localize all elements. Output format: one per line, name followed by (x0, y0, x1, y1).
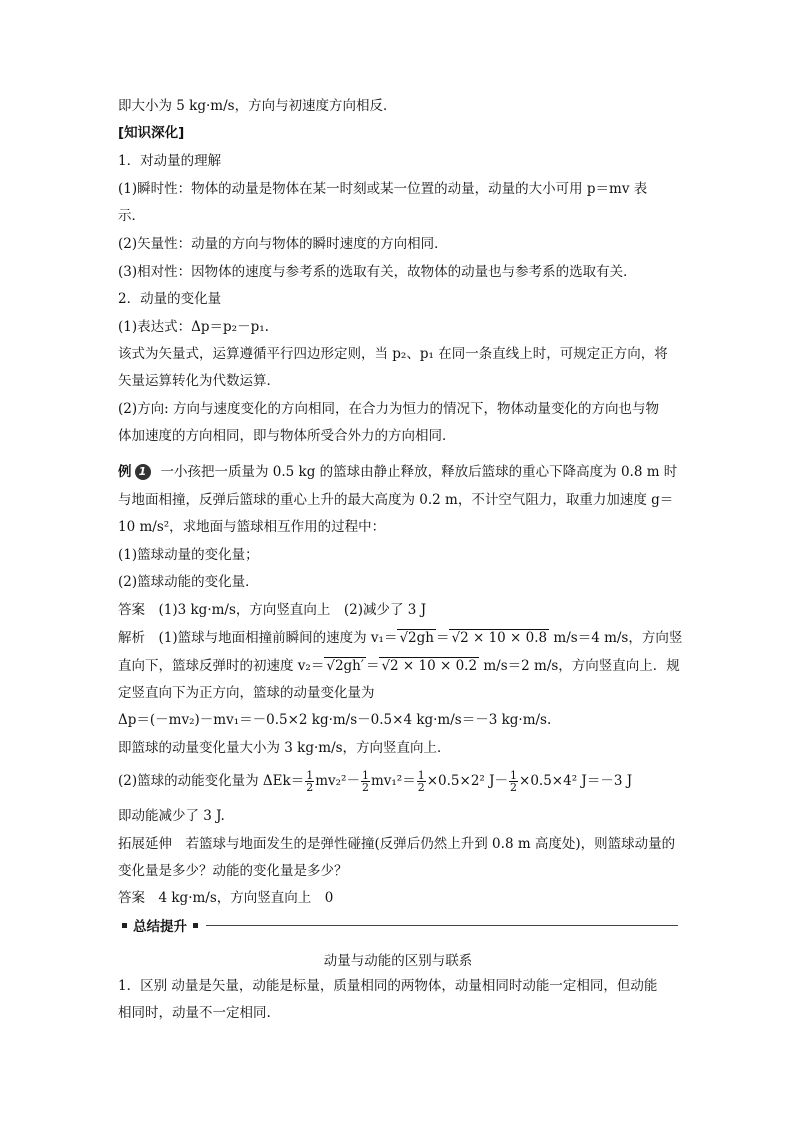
subheading: 2．动量的变化量 (118, 291, 222, 307)
sqrt-expression: √2gh (399, 630, 434, 646)
solution-text: m/s＝2 m/s，方向竖直向上．规 (479, 658, 680, 674)
formula-line: (1)表达式：Δp＝p₂－p₁. (118, 319, 269, 335)
fraction: $\frac{1}{2}$ (306, 769, 314, 794)
example-line (118, 463, 677, 481)
example-badge (118, 463, 151, 481)
text-line: (2)矢量性：动量的方向与物体的瞬时速度的方向相同． (118, 236, 448, 252)
fraction: $\frac{1}{2}$ (361, 769, 369, 794)
text-line: 体加速度的方向相同，即与物体所受合外力的方向相同． (118, 428, 456, 444)
solution-line: 定竖直向下为正方向，篮球的动量变化量为 (118, 685, 375, 701)
fraction: $\frac{1}{2}$ (417, 769, 425, 794)
solution-line: 即动能减少了 3 J. (118, 808, 225, 824)
solution-line: 即篮球的动量变化量大小为 3 kg·m/s，方向竖直向上． (118, 740, 451, 756)
answer-line: 答案 (1)3 kg·m/s，方向竖直向上 (2)减少了 3 J (118, 602, 427, 618)
example-line: 与地面相撞，反弹后篮球的重心上升的最大高度为 0.2 m，不计空气阻力，取重力加速度 g＝ (118, 492, 674, 508)
sqrt-expression: √2gh′ (326, 658, 364, 674)
text-line: 1．区别 动量是矢量，动能是标量，质量相同的两物体，动量相同时动能一定相同，但动能 (118, 978, 658, 994)
example-text: 一小孩把一质量为 0.5 kg 的篮球由静止释放，释放后篮球的重心下降高度为 0.8 m 时 (160, 464, 678, 480)
example-number-icon: 1 (135, 464, 151, 480)
text-line: 相同时，动量不一定相同. (118, 1005, 271, 1021)
extension-line: 拓展延伸 若篮球与地面发生的是弹性碰撞(反弹后仍然上升到 0.8 m 高度处)，则篮球动量的 (118, 836, 676, 852)
divider (206, 925, 678, 926)
square-bullet-icon (122, 923, 127, 928)
solution-text: 直向下，篮球反弹时的初速度 v₂＝ (118, 658, 325, 674)
question-2: (2)篮球动能的变化量． (118, 574, 259, 590)
equals: ＝ (365, 658, 380, 674)
fraction: $\frac{1}{2}$ (510, 769, 518, 794)
summary-title: 动量与动能的区别与联系 (323, 953, 473, 969)
sqrt-expression: √2 × 10 × 0.2 (381, 658, 478, 674)
equals: ＝ (435, 630, 450, 646)
text-line: (3)相对性：因物体的速度与参考系的选取有关，故物体的动量也与参考系的选取有关． (118, 264, 637, 280)
solution-text: m/s＝4 m/s，方向竖 (549, 630, 683, 646)
subheading: 1．对动量的理解 (118, 153, 222, 169)
question-1: (1)篮球动量的变化量； (118, 547, 259, 563)
solution-text: (2)篮球的动能变化量为 ΔEk＝ (118, 773, 305, 789)
summary-label: 总结提升 (133, 919, 187, 935)
sqrt-expression: √2 × 10 × 0.8 (451, 630, 548, 646)
text-line: 该式为矢量式，运算遵循平行四边形定则，当 p₂、p₁ 在同一条直线上时，可规定正方向，将 (118, 346, 668, 362)
formula-line: Δp＝(－mv₂)－mv₁＝－0.5×2 kg·m/s－0.5×4 kg·m/s＝－3 kg·m/s. (118, 712, 552, 728)
solution-line (118, 657, 680, 675)
section-heading: [知识深化] (118, 125, 185, 141)
answer-line: 答案 4 kg·m/s，方向竖直向上 0 (118, 890, 334, 906)
solution-text: 解析 (1)篮球与地面相撞前瞬间的速度为 v₁＝ (118, 630, 398, 646)
formula-line: (2)篮球的动能变化量为 ΔEk＝ $\frac{1}{2}$ mv₂²－ $\frac{1}{2}$ mv₁²＝ $\frac{1}{2}$ ×0.5×2² J－ $\frac{1}{2}$ ×0.5×4² J＝－3 J (118, 769, 633, 794)
text-line: (1)瞬时性：物体的动量是物体在某一时刻或某一位置的动量，动量的大小可用 p＝mv 表 (118, 181, 648, 197)
text-line: (2)方向: 方向与速度变化的方向相同，在合力为恒力的情况下，物体动量变化的方向也与物 (118, 401, 659, 417)
summary-header (118, 916, 678, 934)
text-line: 示． (118, 208, 145, 224)
text-line: 矢量运算转化为代数运算． (118, 373, 280, 389)
square-bullet-icon (193, 923, 198, 928)
extension-line: 变化量是多少？动能的变化量是多少？ (118, 863, 348, 879)
example-line: 10 m/s²，求地面与篮球相互作用的过程中： (118, 519, 386, 535)
solution-line (118, 629, 682, 647)
example-label: 例 (118, 464, 132, 480)
text-line: 即大小为 5 kg·m/s，方向与初速度方向相反． (118, 98, 397, 114)
